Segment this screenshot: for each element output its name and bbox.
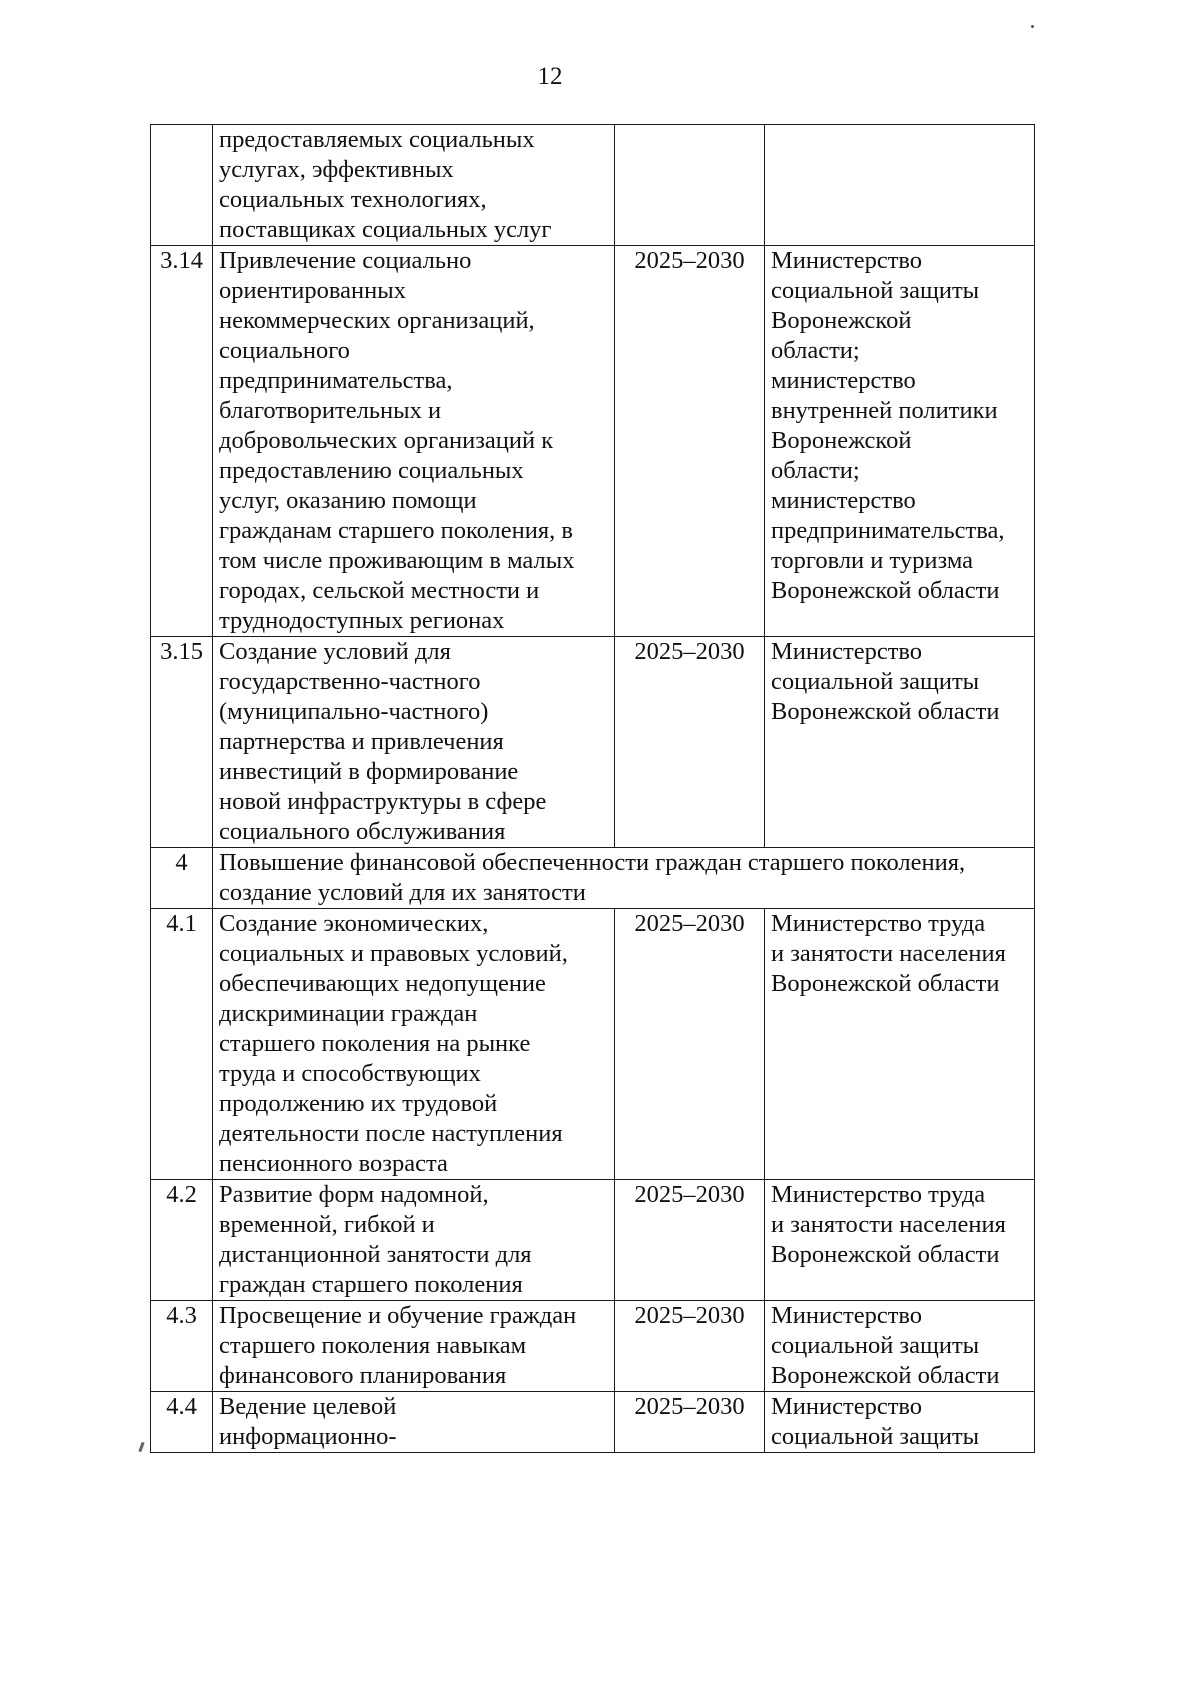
- responsible-executor-line: социальной защиты: [771, 1423, 980, 1450]
- action-text-line: инвестиций в формирование: [219, 758, 519, 785]
- action-text-line: старшего поколения на рынке: [219, 1030, 531, 1057]
- table-row: [151, 1301, 1035, 1392]
- responsible-executor-line: социальной защиты: [771, 277, 980, 304]
- action-text-line: временной, гибкой и: [219, 1211, 435, 1238]
- implementation-period: 2025–2030: [615, 1180, 765, 1301]
- table-row: [151, 246, 1035, 637]
- responsible-executor: [765, 909, 1035, 1180]
- action-text-line: продолжению их трудовой: [219, 1090, 498, 1117]
- responsible-executor-line: предпринимательства,: [771, 517, 1005, 544]
- action-text: [213, 1392, 615, 1453]
- implementation-period: 2025–2030: [615, 909, 765, 1180]
- section-row: [151, 848, 1035, 909]
- item-number: 4.1: [151, 909, 213, 1180]
- action-text-line: городах, сельской местности и: [219, 577, 540, 604]
- section-title-line: Повышение финансовой обеспеченности граждан старшего поколения,: [219, 849, 966, 876]
- action-text-line: предпринимательства,: [219, 367, 453, 394]
- action-text-line: предоставляемых социальных: [219, 126, 535, 153]
- action-text-line: обеспечивающих недопущение: [219, 970, 546, 997]
- responsible-executor-line: Воронежской области: [771, 1362, 1000, 1389]
- table-row: [151, 909, 1035, 1180]
- responsible-executor-line: внутренней политики: [771, 397, 998, 424]
- responsible-executor-line: Министерство труда: [771, 910, 986, 937]
- action-text-line: социальных технологиях,: [219, 186, 487, 213]
- action-text-line: граждан старшего поколения: [219, 1271, 523, 1298]
- item-number: [151, 125, 213, 246]
- action-text-line: социального: [219, 337, 350, 364]
- action-text-line: гражданам старшего поколения, в: [219, 517, 573, 544]
- action-text-line: том числе проживающим в малых: [219, 547, 575, 574]
- responsible-executor-line: социальной защиты: [771, 1332, 980, 1359]
- responsible-executor: [765, 637, 1035, 848]
- page-number: 12: [537, 63, 563, 90]
- responsible-executor-line: торговли и туризма: [771, 547, 974, 574]
- table-row: [151, 125, 1035, 246]
- responsible-executor: [765, 1180, 1035, 1301]
- measures-table: [150, 124, 1035, 1453]
- implementation-period: 2025–2030: [615, 246, 765, 637]
- action-text: [213, 246, 615, 637]
- action-text-line: благотворительных и: [219, 397, 442, 424]
- action-text-line: труда и способствующих: [219, 1060, 481, 1087]
- action-text-line: услугах, эффективных: [219, 156, 454, 183]
- action-text-line: социального обслуживания: [219, 818, 506, 845]
- responsible-executor-line: министерство: [771, 487, 916, 514]
- item-number: 4.2: [151, 1180, 213, 1301]
- action-text-line: пенсионного возраста: [219, 1150, 448, 1177]
- table-row: [151, 1392, 1035, 1453]
- action-text-line: социальных и правовых условий,: [219, 940, 568, 967]
- responsible-executor-line: Министерство труда: [771, 1181, 986, 1208]
- responsible-executor-line: Министерство: [771, 638, 923, 665]
- action-text-line: Ведение целевой: [219, 1393, 397, 1420]
- responsible-executor-line: Воронежской области: [771, 970, 1000, 997]
- action-text-line: поставщиках социальных услуг: [219, 216, 552, 243]
- section-number: 4: [151, 848, 213, 909]
- action-text-line: дистанционной занятости для: [219, 1241, 532, 1268]
- responsible-executor-line: Министерство: [771, 1302, 923, 1329]
- action-text-line: добровольческих организаций к: [219, 427, 554, 454]
- responsible-executor-line: Воронежской: [771, 307, 912, 334]
- responsible-executor-line: и занятости населения: [771, 940, 1006, 967]
- action-text: [213, 1180, 615, 1301]
- table-row: [151, 1180, 1035, 1301]
- action-text-line: государственно-частного: [219, 668, 481, 695]
- section-title: [213, 848, 1035, 909]
- responsible-executor-line: Воронежской области: [771, 577, 1000, 604]
- action-text-line: некоммерческих организаций,: [219, 307, 535, 334]
- responsible-executor-line: министерство: [771, 367, 916, 394]
- action-text-line: Привлечение социально: [219, 247, 472, 274]
- table-row: [151, 637, 1035, 848]
- action-text: [213, 125, 615, 246]
- responsible-executor: [765, 125, 1035, 246]
- action-text-line: новой инфраструктуры в сфере: [219, 788, 547, 815]
- action-text-line: Создание условий для: [219, 638, 451, 665]
- item-number: 3.15: [151, 637, 213, 848]
- responsible-executor: [765, 246, 1035, 637]
- responsible-executor-line: Воронежской области: [771, 1241, 1000, 1268]
- action-text-line: дискриминации граждан: [219, 1000, 478, 1027]
- item-number: 4.3: [151, 1301, 213, 1392]
- implementation-period: [615, 125, 765, 246]
- responsible-executor: [765, 1392, 1035, 1453]
- responsible-executor-line: Министерство: [771, 1393, 923, 1420]
- section-title-line: создание условий для их занятости: [219, 879, 586, 906]
- action-text-line: ориентированных: [219, 277, 406, 304]
- item-number: 4.4: [151, 1392, 213, 1453]
- responsible-executor-line: Министерство: [771, 247, 923, 274]
- action-text-line: старшего поколения навыкам: [219, 1332, 527, 1359]
- action-text-line: (муниципально-частного): [219, 698, 489, 725]
- scan-speck: [138, 1442, 144, 1452]
- measures-table-body: [151, 125, 1035, 1453]
- action-text-line: финансового планирования: [219, 1362, 507, 1389]
- action-text-line: деятельности после наступления: [219, 1120, 563, 1147]
- action-text-line: Создание экономических,: [219, 910, 489, 937]
- responsible-executor-line: социальной защиты: [771, 668, 980, 695]
- implementation-period: 2025–2030: [615, 1301, 765, 1392]
- implementation-period: 2025–2030: [615, 637, 765, 848]
- action-text: [213, 909, 615, 1180]
- action-text-line: партнерства и привлечения: [219, 728, 504, 755]
- action-text-line: предоставлению социальных: [219, 457, 524, 484]
- item-number: 3.14: [151, 246, 213, 637]
- action-text: [213, 1301, 615, 1392]
- action-text-line: Развитие форм надомной,: [219, 1181, 489, 1208]
- scan-speck: [1031, 25, 1034, 28]
- responsible-executor-line: Воронежской: [771, 427, 912, 454]
- action-text: [213, 637, 615, 848]
- action-text-line: труднодоступных регионах: [219, 607, 505, 634]
- responsible-executor-line: и занятости населения: [771, 1211, 1006, 1238]
- action-text-line: Просвещение и обучение граждан: [219, 1302, 577, 1329]
- action-text-line: информационно-: [219, 1423, 397, 1450]
- responsible-executor-line: области;: [771, 337, 860, 364]
- responsible-executor-line: Воронежской области: [771, 698, 1000, 725]
- action-text-line: услуг, оказанию помощи: [219, 487, 477, 514]
- implementation-period: 2025–2030: [615, 1392, 765, 1453]
- responsible-executor-line: области;: [771, 457, 860, 484]
- responsible-executor: [765, 1301, 1035, 1392]
